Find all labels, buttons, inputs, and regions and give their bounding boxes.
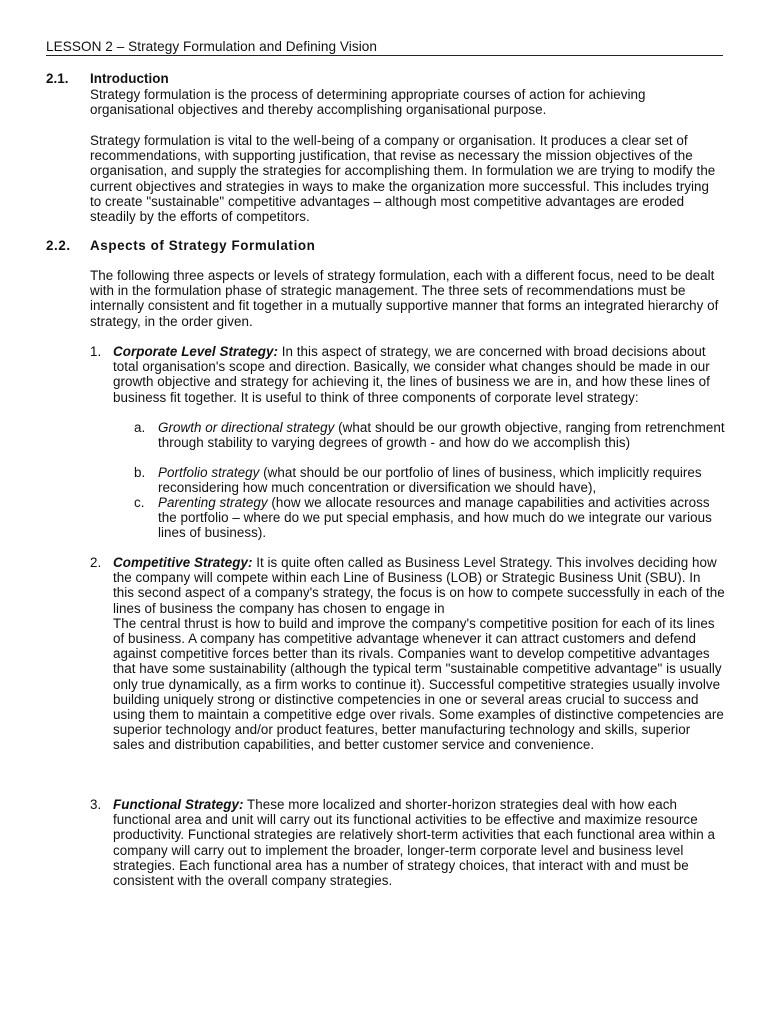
item-number: 3. — [90, 797, 102, 812]
section-number: 2.2. — [46, 238, 71, 253]
item-number: 2. — [90, 555, 102, 570]
item-text: These more localized and shorter-horizon strategies deal with how each functional area and unit will carry out its functional activities to be effective and maximize resource productivity. Functional strategies are relatively short-term activities that each functional area within a company will carry out to implement the broader, longer-term corporate level and business level strategies. Each functional area has a number of strategy choices, that interact with and must be consistent with the overall company strategies. — [113, 797, 716, 889]
sub-text: (how we allocate resources and manage capabilities and activities across the portfolio – where do we put special emphasis, and how much do we integrate our various lines of business). — [158, 495, 712, 541]
intro-paragraph-2: Strategy formulation is vital to the well-being of a company or organisation. It produces a clear set of recommendations, with supporting justification, that revise as necessary the mission objectives of the organisation, and supply the strategies for accomplishing them. In formulation we are trying to modify the current objectives and strategies in ways to make the organization more successful. This includes trying to create "sustainable" competitive advantages – although most competitive advantages are eroded steadily by the efforts of competitors. — [90, 133, 716, 225]
item-term: Functional Strategy: — [113, 797, 244, 812]
sub-letter: b. — [134, 465, 146, 480]
aspects-paragraph: The following three aspects or levels of strategy formulation, each with a different focus, need to be dealt with in the formulation phase of strategic management. The three sets of recommendations must be internally consistent and fit together in a mutually supportive manner that forms an integrated hierarchy of strategy, in the order given. — [90, 268, 719, 329]
item-term: Competitive Strategy: — [113, 555, 253, 570]
sub-term: Parenting strategy — [158, 495, 268, 510]
item-term: Corporate Level Strategy: — [113, 344, 278, 359]
sub-term: Portfolio strategy — [158, 465, 260, 480]
section-heading-introduction — [46, 71, 169, 86]
sub-letter: c. — [134, 495, 145, 510]
section-title: Aspects of Strategy Formulation — [90, 238, 316, 253]
sub-text: (what should be our growth objective, ranging from retrenchment through stability to varying degrees of growth - and how do we accomplish this) — [158, 420, 725, 451]
item-number: 1. — [90, 344, 102, 359]
item-text: It is quite often called as Business Level Strategy. This involves deciding how the company will compete within each Line of Business (LOB) or Strategic Business Unit (SBU). In this second aspect of a company's strategy, the focus is on how to compete successfully in each of the lines of business the company has chosen to engage in — [113, 555, 725, 616]
section-heading-aspects — [46, 238, 315, 253]
sub-term: Growth or directional strategy — [158, 420, 335, 435]
lesson-header: LESSON 2 – Strategy Formulation and Defining Vision — [46, 39, 723, 56]
item-text: In this aspect of strategy, we are concerned with broad decisions about total organisation's scope and direction. Basically, we consider what changes should be made in our growth objective and strategy for achieving it, the lines of business we are in, and how these lines of business fit together. It is useful to think of three components of corporate level strategy: — [113, 344, 710, 405]
intro-paragraph-1: Strategy formulation is the process of determining appropriate courses of action for achieving organisational objectives and thereby accomplishing organisational purpose. — [90, 87, 646, 118]
item-text-continued: The central thrust is how to build and improve the company's competitive position for each of its lines of business. A company has competitive advantage whenever it can attract customers and defend against competitive forces better than its rivals. Companies want to develop competitive advantages that have some sustainability (although the typical term "sustainable competitive advantage" is usually only true dynamically, as a firm works to continue it). Successful competitive strategies usually involve building uniquely strong or distinctive competencies in one or several areas crucial to success and using them to maintain a competitive edge over rivals. Some examples of distinctive competencies are superior technology and/or product features, better manufacturing technology and skills, superior sales and distribution capabilities, and better customer service and convenience. — [113, 615, 724, 753]
sub-letter: a. — [134, 420, 146, 435]
section-number: 2.1. — [46, 71, 69, 86]
sub-text: (what should be our portfolio of lines of business, which implicitly requires reconsidering how much concentration or diversification we should have), — [158, 465, 702, 496]
section-title: Introduction — [90, 71, 169, 86]
